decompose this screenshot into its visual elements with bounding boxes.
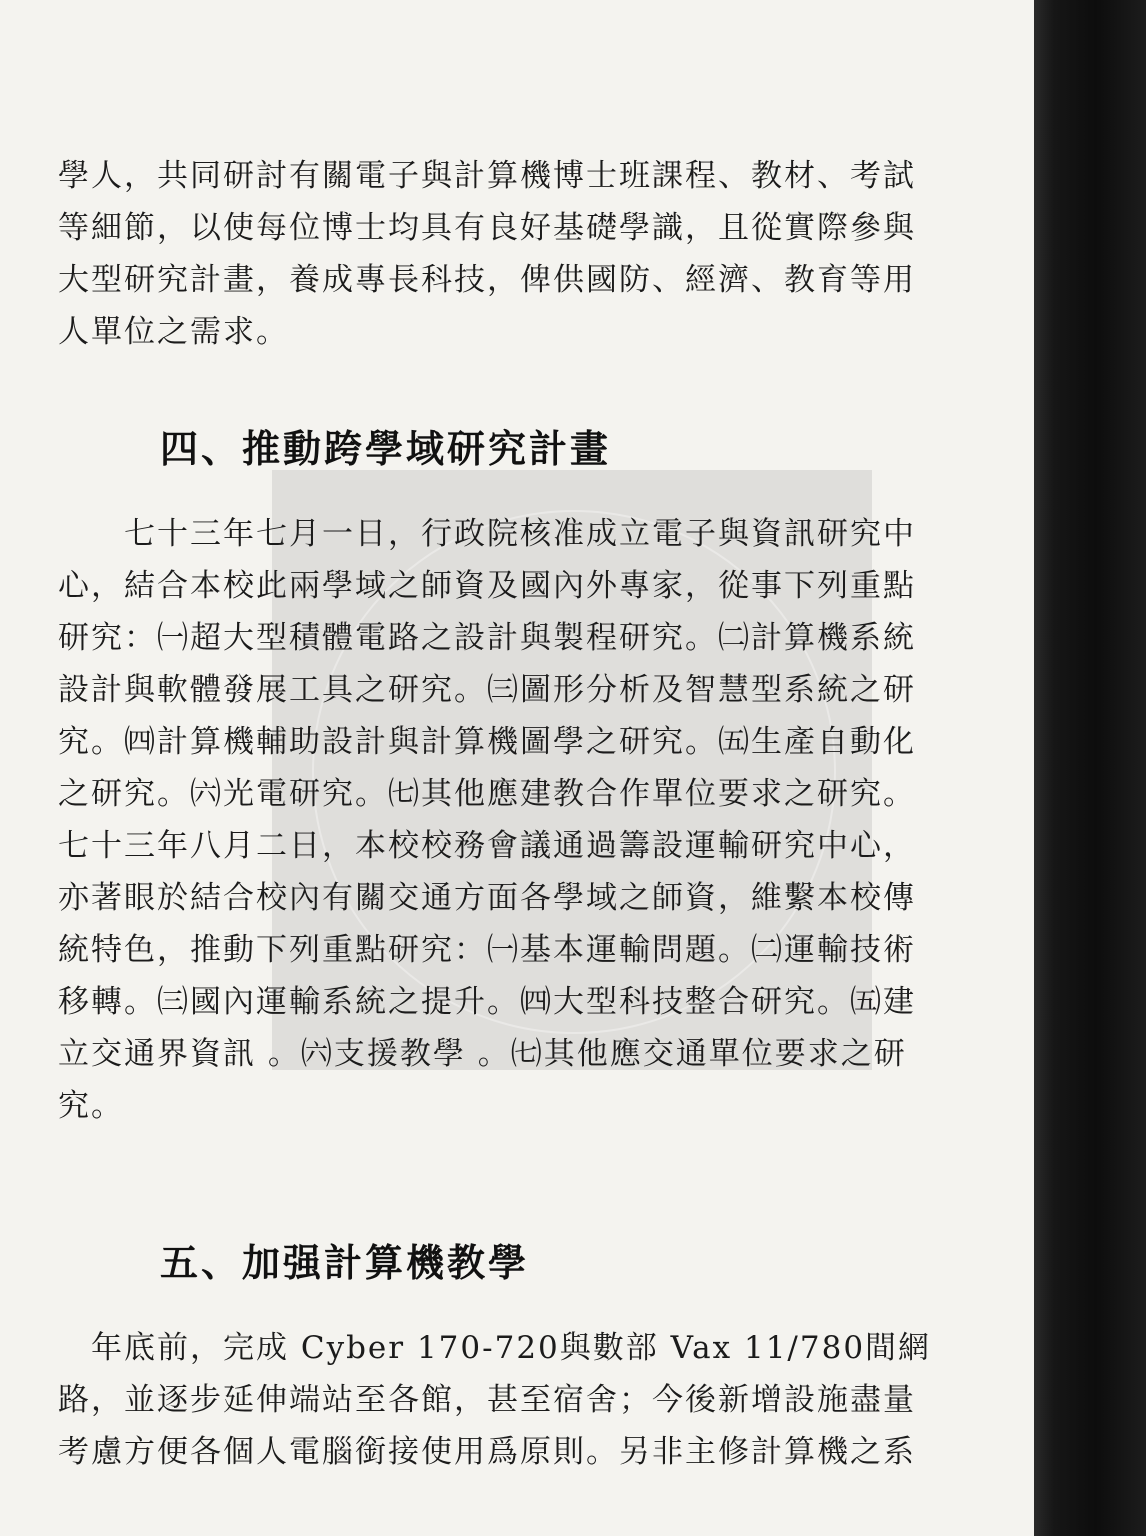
text-line: 研究：㈠超大型積體電路之設計與製程研究。㈡計算機系統	[58, 620, 916, 656]
text-line: 亦著眼於結合校內有關交通方面各學域之師資，維繫本校傳	[58, 880, 916, 916]
text-line: 年底前，完成 Cyber 170-720與數部 Vax 11/780間網	[58, 1330, 932, 1366]
text-line: 大型研究計畫，養成專長科技，俾供國防、經濟、教育等用	[58, 262, 916, 298]
text-line: 移轉。㈢國內運輸系統之提升。㈣大型科技整合研究。㈤建	[58, 984, 916, 1020]
text-line: 七十三年七月一日，行政院核准成立電子與資訊研究中	[58, 516, 916, 552]
text-line: 究。	[58, 1088, 124, 1124]
text-line: 學人，共同研討有關電子與計算機博士班課程、教材、考試	[58, 158, 916, 194]
paragraph-section-4	[58, 508, 916, 1132]
paragraph-section-5	[58, 1322, 932, 1478]
section-heading-4: 四、推動跨學域研究計畫	[160, 427, 612, 471]
text-line: 心，結合本校此兩學域之師資及國內外專家，從事下列重點	[58, 568, 916, 604]
text-line: 路，並逐步延伸端站至各館，甚至宿舍；今後新增設施盡量	[58, 1382, 916, 1418]
text-line: 七十三年八月二日，本校校務會議通過籌設運輸研究中心，	[58, 828, 916, 864]
text-line: 之研究。㈥光電研究。㈦其他應建教合作單位要求之研究。	[58, 776, 916, 812]
section-heading-5: 五、加强計算機教學	[160, 1241, 530, 1285]
text-line: 統特色，推動下列重點研究：㈠基本運輸問題。㈡運輸技術	[58, 932, 916, 968]
text-line: 人單位之需求。	[58, 314, 289, 350]
scan-dark-edge	[1034, 0, 1146, 1536]
text-line: 究。㈣計算機輔助設計與計算機圖學之研究。㈤生產自動化	[58, 724, 916, 760]
text-line: 立交通界資訊 。㈥支援教學 。㈦其他應交通單位要求之研	[58, 1036, 907, 1072]
text-line: 考慮方便各個人電腦銜接使用爲原則。另非主修計算機之系	[58, 1434, 916, 1470]
text-line: 等細節，以使每位博士均具有良好基礎學識，且從實際參與	[58, 210, 916, 246]
paragraph-intro	[58, 150, 916, 358]
text-line: 設計與軟體發展工具之研究。㈢圖形分析及智慧型系統之研	[58, 672, 916, 708]
